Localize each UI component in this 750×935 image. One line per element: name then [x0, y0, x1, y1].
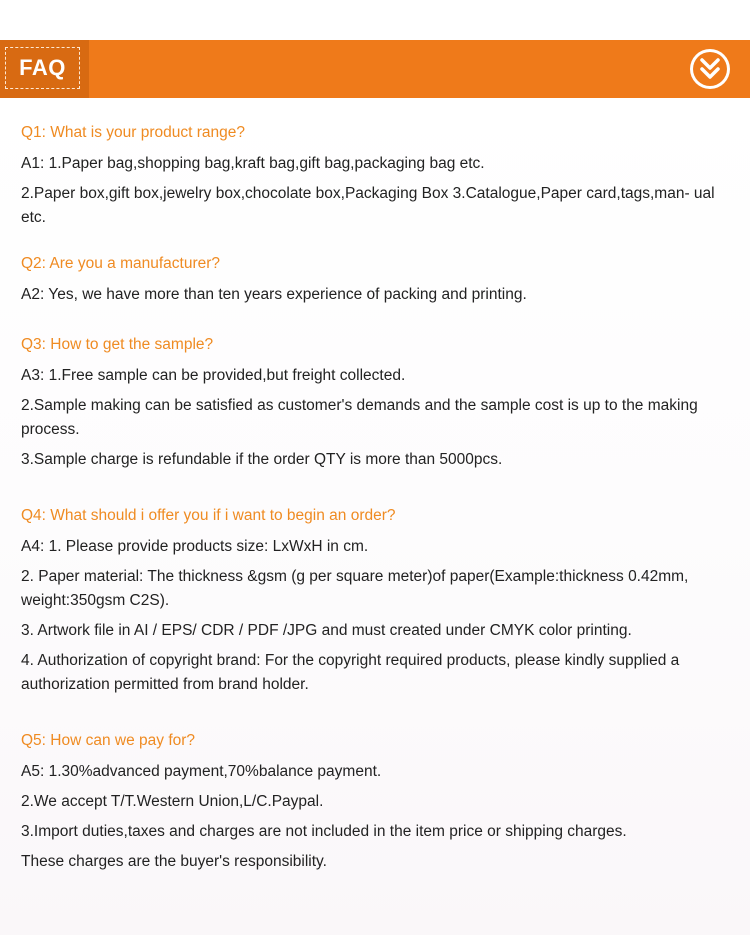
faq-answer: A4: 1. Please provide products size: LxWxH in cm. [21, 538, 369, 555]
faq-item-2 [21, 252, 721, 307]
faq-answer: 3. Artwork file in AI / EPS/ CDR / PDF /JPG and must created under CMYK color printing. [21, 622, 632, 639]
faq-answer: 4. Authorization of copyright brand: For the copyright required products, please kindly supplied a authorization permitted from brand holder. [21, 652, 680, 693]
faq-answer: These charges are the buyer's responsibility. [21, 853, 327, 870]
faq-item-4 [21, 504, 721, 697]
faq-label-block [0, 40, 89, 98]
faq-answer: A5: 1.30%advanced payment,70%balance payment. [21, 763, 382, 780]
faq-item-1 [21, 121, 721, 230]
faq-answer: 3.Import duties,taxes and charges are not included in the item price or shipping charges. [21, 823, 627, 840]
faq-list [21, 121, 721, 896]
faq-answer: A1: 1.Paper bag,shopping bag,kraft bag,gift bag,packaging bag etc. [21, 155, 485, 172]
faq-title: FAQ [5, 47, 80, 89]
faq-answer: 2.Sample making can be satisfied as customer's demands and the sample cost is up to the making process. [21, 397, 698, 438]
faq-item-5 [21, 729, 721, 874]
faq-answer: 2.Paper box,gift box,jewelry box,chocolate box,Packaging Box 3.Catalogue,Paper card,tags,man- ual etc. [21, 185, 715, 226]
faq-answer: 2.We accept T/T.Western Union,L/C.Paypal. [21, 793, 324, 810]
faq-header-banner [0, 40, 750, 98]
faq-item-3 [21, 333, 721, 472]
faq-answer: 3.Sample charge is refundable if the order QTY is more than 5000pcs. [21, 451, 503, 468]
faq-question: Q5: How can we pay for? [21, 732, 196, 749]
faq-answer: A2: Yes, we have more than ten years experience of packing and printing. [21, 286, 527, 303]
faq-question: Q4: What should i offer you if i want to begin an order? [21, 507, 396, 524]
faq-answer: A3: 1.Free sample can be provided,but freight collected. [21, 367, 406, 384]
double-chevron-down-icon[interactable] [690, 49, 730, 89]
faq-answer: 2. Paper material: The thickness &gsm (g per square meter)of paper(Example:thickness 0.42mm, weight:350gsm C2S). [21, 568, 689, 609]
faq-question: Q1: What is your product range? [21, 124, 246, 141]
faq-question: Q2: Are you a manufacturer? [21, 255, 221, 272]
faq-question: Q3: How to get the sample? [21, 336, 214, 353]
